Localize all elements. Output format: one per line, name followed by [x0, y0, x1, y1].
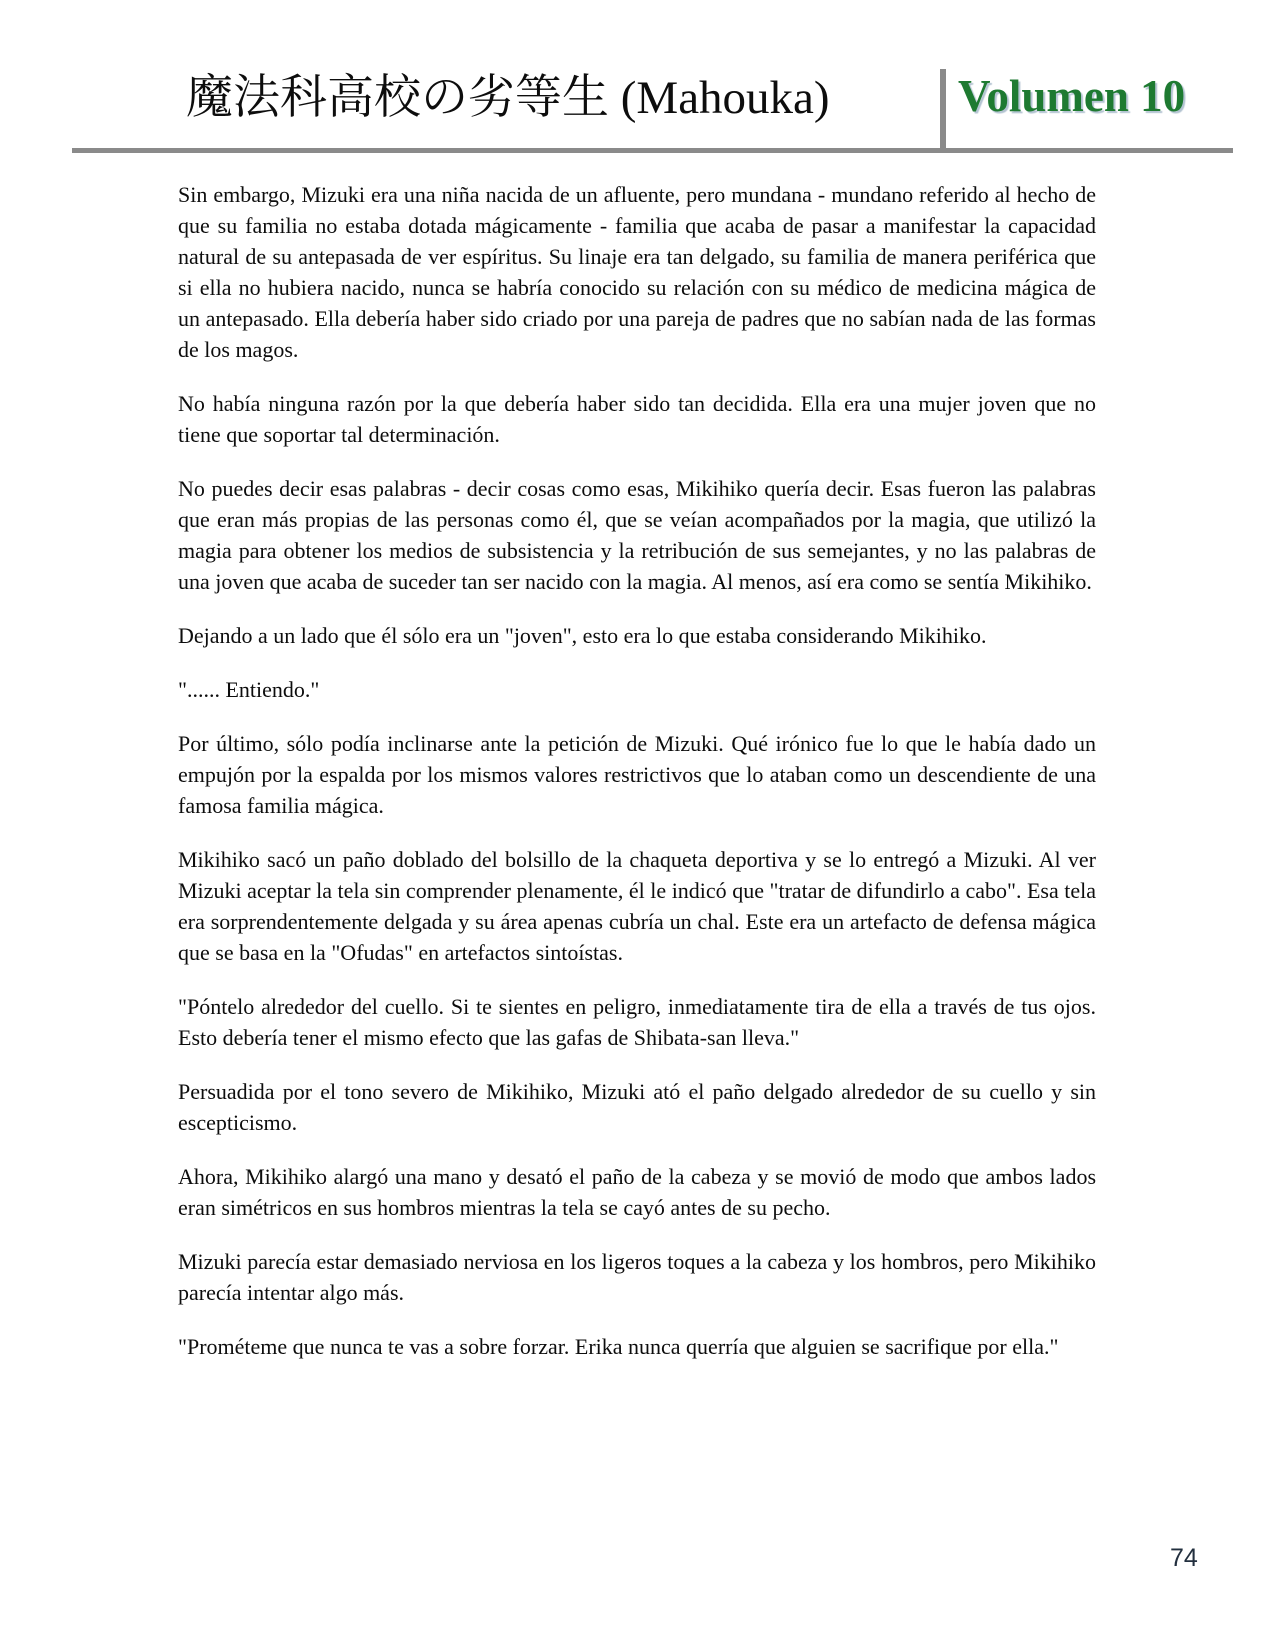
header-vertical-divider: [940, 69, 946, 150]
paragraph: No había ninguna razón por la que debería haber sido tan decidida. Ella era una mujer joven que no tiene que soportar tal determinación.: [178, 391, 1096, 447]
paragraph: Mikihiko sacó un paño doblado del bolsillo de la chaqueta deportiva y se lo entregó a Mizuki. Al ver Mizuki aceptar la tela sin comprender plenamente, él le indicó que "tratar de difundirlo a cabo". Esa tela era sorprendentemente delgada y su área apenas cubría un chal. Este era un artefacto de defensa mágica que se basa en la "Ofudas" en artefactos sintoístas.: [178, 847, 1096, 965]
volume-label: Volumen 10: [958, 71, 1186, 121]
paragraph: Persuadida por el tono severo de Mikihiko, Mizuki ató el paño delgado alrededor de su cuello y sin escepticismo.: [178, 1079, 1096, 1135]
paragraph: "Póntelo alrededor del cuello. Si te sientes en peligro, inmediatamente tira de ella a través de tus ojos. Esto debería tener el mismo efecto que las gafas de Shibata-san lleva.": [178, 994, 1096, 1050]
page-title: 魔法科高校の劣等生 (Mahouka): [186, 72, 830, 124]
paragraph: Ahora, Mikihiko alargó una mano y desató el paño de la cabeza y se movió de modo que ambos lados eran simétricos en sus hombros mientras la tela se cayó antes de su pecho.: [178, 1164, 1096, 1220]
page-number: 74: [1170, 1544, 1198, 1572]
paragraph: Por último, sólo podía inclinarse ante la petición de Mizuki. Qué irónico fue lo que le había dado un empujón por la espalda por los mismos valores restrictivos que lo ataban como un descendiente de una famosa familia mágica.: [178, 731, 1096, 818]
header-rule: [72, 148, 1233, 153]
paragraph: Sin embargo, Mizuki era una niña nacida de un afluente, pero mundana - mundano referido al hecho de que su familia no estaba dotada mágicamente - familia que acaba de pasar a manifestar la capacidad natural de su antepasada de ver espíritus. Su linaje era tan delgado, su familia de manera periférica que si ella no hubiera nacido, nunca se habría conocido su relación con su médico de medicina mágica de un antepasado. Ella debería haber sido criado por una pareja de padres que no sabían nada de las formas de los magos.: [178, 182, 1096, 362]
paragraph: Mizuki parecía estar demasiado nerviosa en los ligeros toques a la cabeza y los hombros, pero Mikihiko parecía intentar algo más.: [178, 1249, 1096, 1305]
paragraph: "Prométeme que nunca te vas a sobre forzar. Erika nunca querría que alguien se sacrifique por ella.": [178, 1334, 1059, 1359]
paragraph: No puedes decir esas palabras - decir cosas como esas, Mikihiko quería decir. Esas fueron las palabras que eran más propias de las personas como él, que se veían acompañados por la magia, que utilizó la magia para obtener los medios de subsistencia y la retribución de sus semejantes, y no las palabras de una joven que acaba de suceder tan ser nacido con la magia. Al menos, así era como se sentía Mikihiko.: [178, 476, 1096, 594]
paragraph: "...... Entiendo.": [178, 677, 320, 702]
document-body: [178, 179, 1096, 1385]
paragraph: Dejando a un lado que él sólo era un "joven", esto era lo que estaba considerando Mikihiko.: [178, 623, 987, 648]
